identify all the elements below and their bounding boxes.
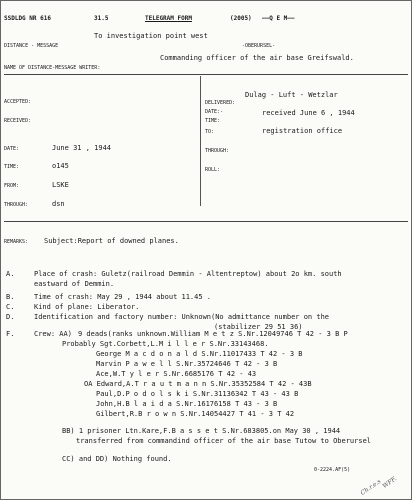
item-marker: B.	[6, 293, 15, 301]
crew-marker: F.	[6, 330, 15, 338]
item-continuation: (stabilizer 29 51 36)	[214, 323, 303, 331]
recipient-line: To investigation point west	[94, 32, 208, 40]
writer-label: NAME OF DISTANCE-MESSAGE WRITER:	[4, 65, 101, 71]
remarks-subject: Subject:Report of downed planes.	[44, 237, 179, 245]
dulag-line: Dulag - Luft - Wetzlar	[245, 91, 338, 99]
crew-label: Crew: AA)	[34, 330, 72, 338]
from-label: FROM:	[4, 183, 20, 189]
divider-top	[4, 74, 408, 75]
right-date-label: DATE:-	[205, 109, 224, 115]
date-value: June 31 , 1944	[52, 144, 112, 152]
crew-row: George M a c d o n a l d S.Nr.11017433 T 42 - 3 B	[96, 350, 303, 358]
reference-subnumber: 31.5	[94, 15, 109, 22]
form-title: TELEGRAM FORM	[145, 15, 192, 22]
right-through-label: THROUGH:	[205, 148, 230, 154]
accepted-label: ACCEPTED:	[4, 99, 32, 105]
from-value: LSKE	[52, 181, 69, 189]
nothing-found-line: CC) and DD) Nothing found.	[62, 455, 172, 463]
transfer-line: transferred from commandind officer of the air base Tutow to Oberursel	[76, 437, 372, 445]
item-text: Place of crash: Guletz(railroad Demmin - Altentreptow) about 2o km. south	[34, 270, 342, 278]
item-marker: C.	[6, 303, 15, 311]
through-value: dsn	[52, 200, 65, 208]
sender-line: Commanding officer of the air base Greifswald.	[160, 54, 354, 62]
oberursel-label: -OBERURSEL-	[242, 43, 276, 49]
crew-row: John,H.B l a i d a S.Nr.16176158 T 43 - 3 B	[96, 400, 278, 408]
received-value: received June 6 , 1944	[262, 109, 355, 117]
form-code: ——Q E M——	[262, 15, 295, 22]
item-marker: D.	[6, 313, 15, 321]
right-time-label: TIME:	[205, 118, 221, 124]
handwritten-note: Ch.r.e.s	[359, 477, 383, 497]
crew-intro: 9 deads(ranks unknown.William M e t z S.Nr.12049746 T 42 - 3 B P	[78, 330, 348, 338]
item-text: Identification and factory number: Unknown(No admittance number on the	[34, 313, 330, 321]
prisoner-line: BB) 1 prisoner Ltn.Kare,F.B a s s e t S.Nr.683805.on May 30 , 1944	[62, 427, 341, 435]
divider-remarks	[4, 221, 408, 222]
time-label: TIME:	[4, 164, 20, 170]
time-value: o145	[52, 162, 69, 170]
form-number: (2005)	[230, 15, 252, 22]
item-text: Kind of plane: Liberator.	[34, 303, 140, 311]
item-continuation: eastward of Demmin.	[34, 280, 115, 288]
delivered-label: DELIVERED:	[205, 100, 236, 106]
crew-row: Paul,D.P o d o l s k i S.Nr.31136342 T 43 - 43 B	[96, 390, 299, 398]
crew-row: Gilbert,R.B r o w n S.Nr.14054427 T 41 - 3 T 42	[96, 410, 295, 418]
item-marker: A.	[6, 270, 15, 278]
crew-row: Ace,W.T y l e r S.Nr.6685176 T 42 - 43	[96, 370, 257, 378]
date-label: DATE:	[4, 146, 20, 152]
through-label: THROUGH:	[4, 202, 29, 208]
handwritten-initials: WFF.	[381, 475, 399, 490]
crew-row: Probably Sgt.Corbett,L.M i l l e r S.Nr.33143468.	[62, 340, 269, 348]
crew-row: OA Edward,A.T r a u t m a n n S.Nr.35352584 T 42 - 43B	[84, 380, 312, 388]
right-to-label: TO:	[205, 129, 215, 135]
column-divider	[200, 76, 201, 206]
received-label: RECEIVED:	[4, 118, 32, 124]
item-text: Time of crash: May 29 , 1944 about 11.45 .	[34, 293, 212, 301]
to-value: registration office	[262, 127, 343, 135]
distance-message-label: DISTANCE - MESSAGE	[4, 43, 59, 49]
crew-row: Marvin P a w e l l S.Nr.35724646 T 42 - 3 B	[96, 360, 278, 368]
reference-number: SSDLDG NR 616	[4, 15, 51, 22]
roll-label: ROLL:	[205, 167, 221, 173]
footer-form-code: 0-2224.AF(5)	[314, 467, 351, 473]
remarks-label: REMARKS:	[4, 239, 29, 245]
